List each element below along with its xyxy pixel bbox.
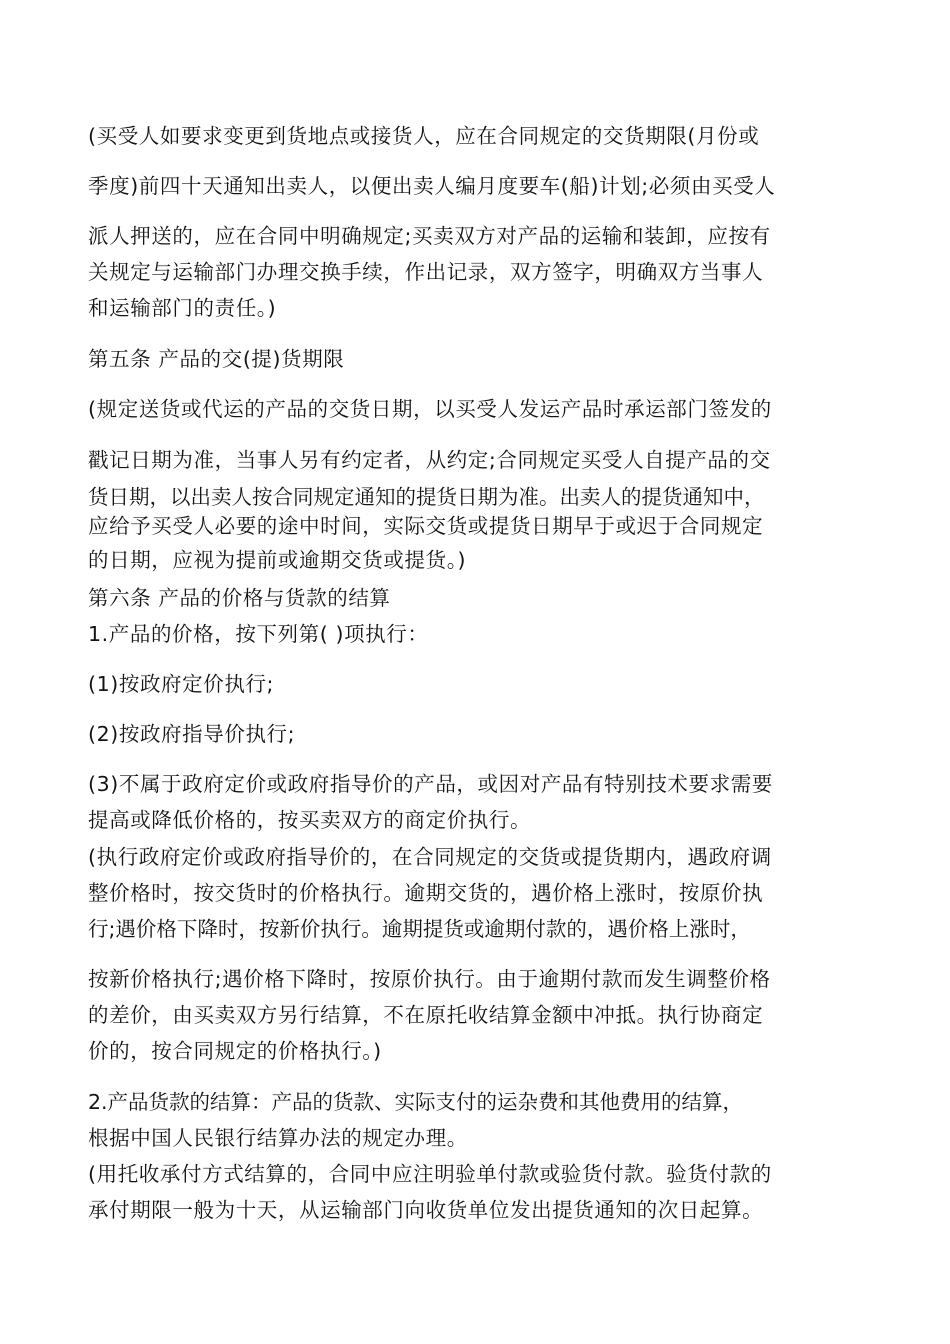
text-line: 2.产品货款的结算：产品的货款、实际支付的运杂费和其他费用的结算， — [88, 1090, 744, 1114]
list-item: (1)按政府定价执行; — [88, 672, 275, 696]
text-line: 和运输部门的责任。) — [88, 296, 277, 320]
text-line: 按新价格执行;遇价格下降时，按原价执行。由于逾期付款而发生调整价格 — [88, 967, 771, 991]
text-line: 整价格时，按交货时的价格执行。逾期交货的，遇价格上涨时，按原价执 — [88, 881, 764, 905]
text-line: (买受人如要求变更到货地点或接货人，应在合同规定的交货期限(月份或 — [88, 124, 760, 148]
list-item: (2)按政府指导价执行; — [88, 722, 296, 746]
text-line: 应给予买受人必要的途中时间，实际交货或提货日期早于或迟于合同规定 — [88, 514, 764, 538]
text-line: (用托收承付方式结算的，合同中应注明验单付款或验货付款。验货付款的 — [88, 1162, 772, 1186]
text-line: 季度)前四十天通知出卖人，以便出卖人编月度要车(船)计划;必须由买受人 — [88, 174, 776, 198]
text-line: 关规定与运输部门办理交换手续，作出记录，双方签字，明确双方当事人 — [88, 260, 764, 284]
section-heading: 第五条 产品的交(提)货期限 — [88, 347, 345, 371]
section-heading: 第六条 产品的价格与货款的结算 — [88, 586, 391, 610]
text-line: 行;遇价格下降时，按新价执行。逾期提货或逾期付款的，遇价格上涨时， — [88, 917, 751, 941]
text-line: 的差价，由买卖双方另行结算，不在原托收结算金额中冲抵。执行协商定 — [88, 1003, 764, 1027]
text-line: 提高或降低价格的，按买卖双方的商定价执行。 — [88, 808, 532, 832]
text-line: 承付期限一般为十天，从运输部门向收货单位发出提货通知的次日起算。 — [88, 1198, 764, 1222]
text-line: (执行政府定价或政府指导价的，在合同规定的交货或提货期内，遇政府调 — [88, 845, 772, 869]
text-line: (规定送货或代运的产品的交货日期，以买受人发运产品时承运部门签发的 — [88, 397, 772, 421]
text-line: 价的，按合同规定的价格执行。) — [88, 1039, 382, 1063]
text-line: 根据中国人民银行结算办法的规定办理。 — [88, 1126, 468, 1150]
text-line: 派人押送的，应在合同中明确规定;买卖双方对产品的运输和装卸，应按有 — [88, 224, 771, 248]
text-line: 货日期，以出卖人按合同规定通知的提货日期为准。出卖人的提货通知中， — [88, 485, 765, 509]
text-line: 1.产品的价格，按下列第( )项执行： — [88, 622, 429, 646]
list-item: (3)不属于政府定价或政府指导价的产品，或因对产品有特别技术要求需要 — [88, 772, 773, 796]
text-line: 戳记日期为准，当事人另有约定者，从约定;合同规定买受人自提产品的交 — [88, 448, 771, 472]
text-line: 的日期，应视为提前或逾期交货或提货。) — [88, 548, 467, 572]
